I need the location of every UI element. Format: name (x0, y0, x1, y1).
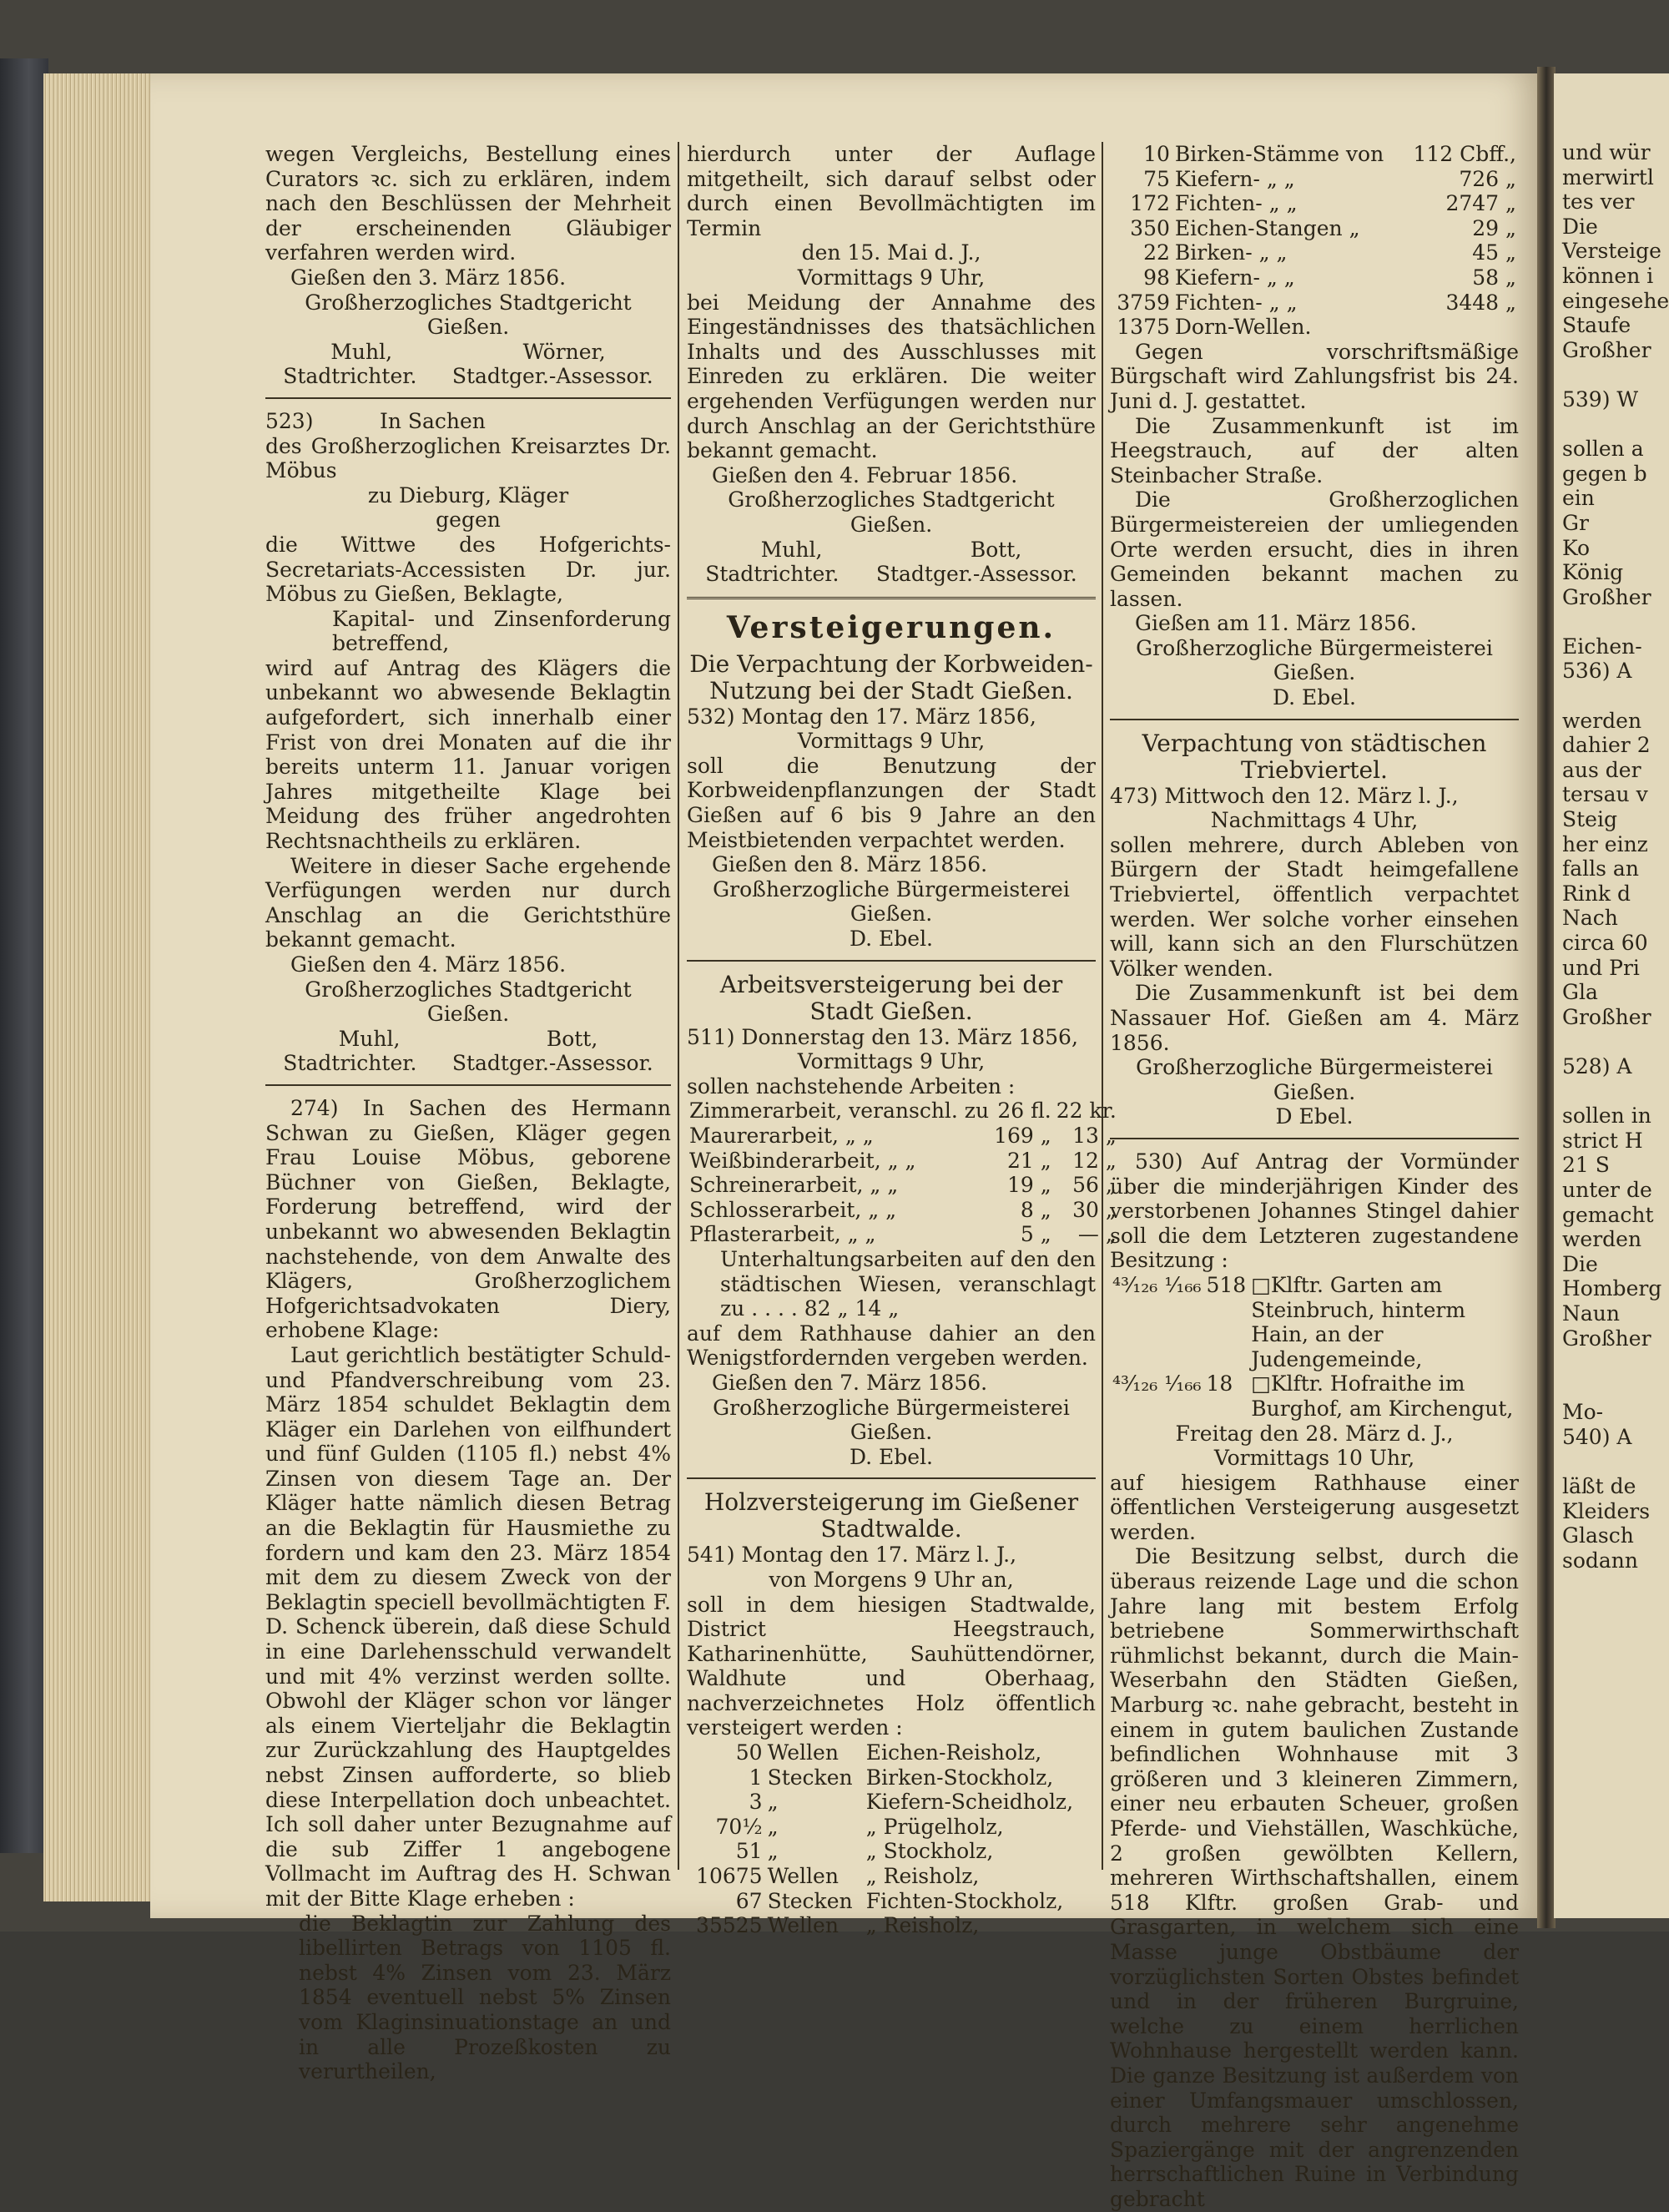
office-name: Großherzogliche Bürgermeisterei Gießen. (1136, 1055, 1493, 1104)
stem-type: Fichten- „ „ (1174, 290, 1298, 315)
notice-title: Holzversteigerung im Gießener Stadtwalde. (703, 1488, 1079, 1543)
wood-quantity: 67 (735, 1888, 763, 1913)
term-time: Vormittags 9 Uhr, (797, 1049, 986, 1074)
work-name: Schlosserarbeit, „ „ (689, 1197, 897, 1222)
lot-description: □Klftr. Garten am Steinbruch, hinterm Hain, an der Judengemeinde, (1251, 1272, 1466, 1371)
party-line: gegen (436, 508, 501, 533)
fragment-line: Homberg (1562, 1276, 1662, 1301)
party-line: die Wittwe des Hofgerichts-Secretariats-Accessisten Dr. jur. Möbus zu Gießen, Beklagte, (265, 532, 671, 607)
fragment-line: tes ver (1562, 189, 1635, 215)
notice-text: hierdurch unter der Auflage mitgetheilt, sich darauf selbst oder durch einen Bevollmächtigten im Termin (687, 142, 1096, 240)
subject-line: Kapital- und Zinsenforderung betreffend, (332, 606, 671, 656)
wood-type: Eichen-Reisholz, (865, 1740, 1042, 1765)
fragment-line: Glasch (1562, 1523, 1634, 1548)
table-row (1110, 167, 1519, 192)
notice-text: Laut gerichtlich bestätigter Schuld- und Pfandverschreibung vom 23. März 1854 schuldet Beklagtin dem Kläger ein Darlehen von eilfhundert und fünf Gulden (1105 fl.) nebst 4% Zinsen von diesem Tage an. Der Kläger hatte nämlich diesen Betrag an die Beklagtin für Hausmiethe zu fordern und kam den 23. März 1854 mit dem zu diesem Zweck von der Beklagtin speciell bevollmächtigten F. D. Schenck überein, daß diese Schuld in eine Darlehensschuld verwandelt und mit 4% verzinst werden sollte. Obwohl der Kläger schon vor länger als einem Vierteljahr die Beklagtin zur Zurückzahlung des Hauptgeldes nebst Zinsen aufforderte, so blieb diese Interpellation doch unbeachtet. Ich soll daher unter Bezugnahme auf die sub Ziffer 1 angebogene Vollmacht im Auftrag des H. Schwan mit der Bitte Klage erheben : (265, 1342, 671, 1911)
fragment-line: unter de (1562, 1177, 1652, 1202)
fragment-line: werden (1562, 708, 1642, 733)
notice-separator (265, 1084, 671, 1086)
table-row (687, 1864, 1096, 1889)
notice-heading: 541) Montag den 17. März l. J., (687, 1543, 1017, 1568)
term-time: Vormittags 10 Uhr, (1213, 1446, 1415, 1471)
wood-quantity: 51 (735, 1839, 763, 1864)
work-gulden: 26 fl. (997, 1098, 1051, 1124)
stem-volume: 112 Cbff., (1413, 142, 1516, 166)
table-row (687, 1098, 1119, 1124)
fragment-line: gemacht (1562, 1202, 1654, 1227)
stem-type: Birken-Stämme von (1174, 142, 1384, 166)
signature-roles (265, 364, 671, 389)
notice-separator (265, 397, 671, 399)
signature-block (687, 538, 1096, 563)
notice-text: sollen mehrere, durch Ableben von Bürgern der Stadt heimgefallene Triebviertel, öffentlich verpachtet werden. Wer solche vorher einsehen will, kann sich an den Flurschützen Völker wenden. (1110, 832, 1519, 981)
party-line: des Großherzoglichen Kreisarztes Dr. Möbus (265, 433, 671, 483)
notice-date: Gießen am 11. März 1856. (1135, 611, 1417, 636)
table-row (1110, 142, 1519, 167)
work-kreuzer: — „ (1077, 1222, 1117, 1247)
notice-text: soll die Benutzung der Korbweidenpflanzungen der Stadt Gießen auf 6 bis 9 Jahre an den Meistbietenden verpachtet werden. (687, 753, 1096, 852)
fragment-line (1562, 1351, 1669, 1376)
table-row (1110, 290, 1519, 316)
signature-name: D. Ebel. (849, 1444, 934, 1469)
signature-roles (265, 1051, 671, 1076)
table-row (687, 1889, 1096, 1914)
stem-volume (1403, 315, 1519, 340)
fragment-line: Naun (1562, 1300, 1620, 1326)
table-row (1110, 1371, 1519, 1421)
notice-text: auf dem Rathhause dahier an den Wenigstfordernden vergeben werden. (687, 1321, 1096, 1371)
notice-text: 274) In Sachen des Hermann Schwan zu Gießen, Kläger gegen Frau Louise Möbus, geborene Büchner von Gießen, Beklagte, Forderung betreffend, wird der unbekannt wo abwesenden Beklagtin nachstehende, von dem Anwalte des Klägers, Großherzoglichem Hofgerichtsadvokaten Diery, erhobene Klage: (265, 1095, 671, 1343)
fragment-line: und wür (1562, 140, 1651, 164)
notice-separator (1110, 719, 1519, 720)
table-row (687, 1913, 1096, 1938)
lots-table (1110, 1273, 1519, 1422)
fragment-line (1562, 1376, 1669, 1401)
court-name: Großherzogliches Stadtgericht Gießen. (305, 290, 632, 340)
stem-volume: 2747 „ (1445, 191, 1516, 216)
work-name: Schreinerarbeit, „ „ (689, 1173, 899, 1198)
notice-date: Gießen den 8. März 1856. (712, 852, 988, 877)
table-row (1110, 315, 1519, 340)
work-name: Weißbinderarbeit, „ „ (689, 1148, 916, 1173)
notice-date: Gießen den 3. März 1856. (290, 265, 567, 290)
fragment-line (1562, 684, 1669, 709)
term-date: Freitag den 28. März d. J., (1175, 1421, 1454, 1446)
work-gulden: 5 „ (1020, 1222, 1051, 1247)
notice-title: Verpachtung von städtischen Triebviertel. (1142, 729, 1487, 784)
wood-type: Fichten-Stockholz, (865, 1888, 1064, 1913)
notice-text: Die Besitzung selbst, durch die überaus reizende Lage und die schon Jahre lang mit bestem Erfolg betriebene Sommerwirthschaft rühmlichst bekannt, durch die Main-Weserbahn den Städten Gießen, Marburg ꝛc. nahe gebracht, besteht in einem in gutem baulichen Zustande befindlichen Wohnhause mit 3 größeren und 3 kleineren Zimmern, einer neu erbauten Scheuer, großen Pferde- und Viehställen, Waschküche, 2 großen gewölbten Kellern, mehreren Wirthschaftshallen, einem 518 Klftr. großen Grab- und Grasgarten, in welchem sich eine Masse junge Obstbäume der vorzüglichsten Sorten Obstes befindet und in der früheren Burgruine, welche zu einem herrlichen Wohnhause hergestellt werden kann. Die ganze Besitzung ist außerdem von einer Umfangsmauer umschlossen, durch mehrere sehr angenehme Spaziergänge mit der angrenzenden herrschaftlichen Ruine in Verbindung gebracht (1110, 1544, 1519, 2211)
column-3 (1110, 142, 1519, 2212)
fragment-line: falls an (1562, 856, 1639, 881)
stem-volume: 29 „ (1472, 215, 1516, 240)
table-row (1110, 265, 1519, 290)
wood-type: „ Prügelholz, (865, 1814, 1004, 1839)
stem-count: 3759 (1117, 290, 1170, 315)
work-kreuzer: 13 „ (1072, 1124, 1117, 1148)
signature-name: Muhl, (760, 537, 823, 562)
wood-type: Kiefern-Scheidholz, (865, 1790, 1074, 1815)
term-time: Vormittags 9 Uhr, (797, 729, 986, 754)
wood-unit: Wellen (767, 1913, 839, 1938)
stem-count: 350 (1130, 215, 1170, 240)
stem-count: 10 (1143, 142, 1170, 166)
fragment-line: ein (1562, 486, 1595, 511)
signature-role: Stadtrichter. (283, 364, 417, 389)
notice-heading: 532) Montag den 17. März 1856, (687, 704, 1036, 729)
fragment-line (1562, 412, 1669, 437)
signature-role: Stadtrichter. (283, 1051, 417, 1076)
fragment-line: Steig (1562, 807, 1617, 832)
fragment-line: Eichen- (1562, 634, 1642, 659)
fragment-line: und Pri (1562, 955, 1640, 980)
fragment-line (1562, 609, 1669, 634)
table-row (687, 1149, 1119, 1174)
stem-type: Birken- „ „ (1174, 240, 1288, 265)
court-name: Großherzogliches Stadtgericht Gießen. (305, 977, 632, 1027)
fragment-line: 536) A (1562, 659, 1632, 684)
wood-unit: Stecken (767, 1765, 853, 1790)
fragment-line: Rink d (1562, 881, 1631, 906)
stem-volume: 726 „ (1459, 166, 1516, 191)
fragment-line (1562, 362, 1669, 387)
wood-type: „ Reisholz, (865, 1913, 980, 1938)
wood-unit: Stecken (767, 1888, 853, 1913)
signature-name: D. Ebel. (849, 927, 934, 952)
stem-type: Kiefern- „ „ (1174, 166, 1295, 191)
work-gulden: 19 „ (1007, 1173, 1051, 1198)
signature-block (265, 340, 671, 365)
wood-type: „ Stockholz, (865, 1839, 994, 1864)
work-kreuzer: 56 „ (1072, 1173, 1117, 1198)
fragment-line: können i (1562, 263, 1654, 288)
signature-block (265, 1027, 671, 1052)
work-gulden: 21 „ (1007, 1148, 1051, 1173)
fragment-line: läßt de (1562, 1474, 1636, 1499)
notice-text: Die Zusammenkunft ist bei dem Nassauer Hof. Gießen am 4. März 1856. (1110, 981, 1519, 1055)
signature-role: Stadtger.-Assessor. (451, 1051, 653, 1076)
fragment-line: sollen in (1562, 1103, 1651, 1129)
notice-heading: 511) Donnerstag den 13. März 1856, (687, 1024, 1078, 1049)
notice-text: die Beklagtin zur Zahlung des libellirten Betrags von 1105 fl. nebst 4% Zinsen vom 23. März 1854 eventuell nebst 5% Zinsen vom Klaginsinuationstage an und in alle Prozeßkosten zu verurtheilen, (299, 1911, 671, 2084)
table-row (687, 1198, 1119, 1223)
wood-unit: „ (767, 1839, 779, 1864)
fragment-line (1562, 1029, 1669, 1054)
notice-heading: 473) Mittwoch den 12. März l. J., (1110, 783, 1459, 808)
stem-count: 172 (1130, 191, 1170, 216)
lot-number: 518 (1206, 1272, 1247, 1297)
signature-roles (687, 562, 1096, 587)
notice-date: Gießen den 7. März 1856. (712, 1370, 988, 1395)
stem-type: Eichen-Stangen „ (1174, 215, 1360, 240)
office-name: Großherzogliche Bürgermeisterei Gießen. (1136, 635, 1493, 685)
wood-quantity: 3 (749, 1790, 763, 1815)
notice-text: sollen nachstehende Arbeiten : (687, 1073, 1016, 1098)
signature-role: Stadtger.-Assessor. (451, 364, 653, 389)
fragment-line: Gr (1562, 510, 1589, 535)
signature-name: D Ebel. (1275, 1104, 1354, 1129)
stems-table (1110, 142, 1519, 340)
office-name: Großherzogliche Bürgermeisterei Gießen. (713, 1395, 1070, 1445)
works-table (687, 1098, 1119, 1247)
notice-text: Die Großherzoglichen Bürgermeistereien der umliegenden Orte werden ersucht, dies in ihren Gemeinden bekannt machen zu lassen. (1110, 487, 1519, 611)
table-row (687, 1124, 1119, 1149)
fragment-line: sollen a (1562, 437, 1644, 462)
notice-text: bei Meidung der Annahme des Eingeständnisses des thatsächlichen Inhalts und des Ausschlusses mit Einreden zu erklären. Die weiter ergehenden Verfügungen werden nur durch Anschlag an der Gerichtsthüre bekannt gemacht. (687, 290, 1096, 463)
book-cover (0, 58, 48, 1853)
column-divider (1102, 142, 1103, 1870)
fragment-line: merwirtl (1562, 164, 1654, 189)
fragment-line: 528) A (1562, 1053, 1632, 1078)
work-kreuzer: 22 kr. (1056, 1098, 1117, 1124)
fragment-line: strict H (1562, 1128, 1643, 1153)
fragment-line: 539) W (1562, 386, 1639, 412)
table-row (687, 1815, 1096, 1840)
stem-count: 22 (1143, 240, 1170, 265)
fragment-line: Großher (1562, 1004, 1651, 1029)
party-line: zu Dieburg, Kläger (367, 482, 569, 508)
fragment-line: tersau v (1562, 782, 1648, 807)
stem-volume: 45 „ (1472, 240, 1516, 265)
fragment-line: 540) A (1562, 1424, 1632, 1449)
stem-type: Kiefern- „ „ (1174, 265, 1295, 290)
fragment-line: Großher (1562, 337, 1651, 362)
signature-role: Stadtger.-Assessor. (875, 562, 1077, 587)
fragment-line (1562, 1079, 1669, 1104)
term-time: Nachmittags 4 Uhr, (1210, 808, 1419, 833)
lot-fraction: ⁴³⁄₁₂₆ ¹⁄₁₆₆ (1112, 1371, 1202, 1396)
term-time: Vormittags 9 Uhr, (797, 265, 986, 290)
term-date: den 15. Mai d. J., (801, 240, 981, 265)
fragment-line (1562, 1449, 1669, 1474)
notice-title: Arbeitsversteigerung bei der Stadt Gießen. (719, 970, 1063, 1025)
fragment-line: werden (1562, 1227, 1642, 1252)
table-row (687, 1173, 1119, 1198)
stem-count: 75 (1143, 166, 1170, 191)
notice-text: soll in dem hiesigen Stadtwalde, District Heegstrauch, Katharinenhütte, Sauhüttendörner, Waldhute und Oberhaag, nachverzeichnetes Holz öffentlich versteigert werden : (687, 1592, 1096, 1740)
wood-type: Birken-Stockholz, (865, 1765, 1054, 1790)
wood-type: „ Reisholz, (865, 1864, 980, 1889)
lot-number: 18 (1206, 1371, 1233, 1396)
work-name: Zimmerarbeit, veranschl. zu (689, 1098, 990, 1124)
signature-name: Bott, (546, 1026, 598, 1051)
table-row (687, 1765, 1096, 1790)
wood-quantity: 1 (749, 1765, 763, 1790)
stem-volume: 3448 „ (1445, 290, 1516, 315)
term-time: von Morgens 9 Uhr an, (769, 1567, 1014, 1592)
fragment-line: sodann (1562, 1548, 1638, 1573)
stem-count: 1375 (1117, 315, 1170, 340)
signature-name: Muhl, (330, 339, 393, 364)
court-name: Großherzogliches Stadtgericht Gießen. (728, 487, 1055, 537)
notice-text: 530) Auf Antrag der Vormünder über die minderjährigen Kinder des verstorbenen Johannes Stingel dahier soll die dem Letzteren zugestandene Besitzung : (1110, 1149, 1519, 1273)
wood-quantity: 50 (735, 1740, 763, 1765)
notice-text: Gegen vorschriftsmäßige Bürgschaft wird Zahlungsfrist bis 24. Juni d. J. gestattet. (1110, 339, 1519, 413)
section-separator (687, 597, 1096, 599)
fragment-line: 21 S (1562, 1153, 1610, 1178)
fragment-line: Staufe (1562, 313, 1631, 338)
page-edges (43, 73, 154, 1901)
fragment-line: Kleiders (1562, 1498, 1651, 1523)
column-2 (687, 142, 1117, 1938)
wood-unit: „ (767, 1814, 779, 1839)
notice-separator (687, 1477, 1096, 1479)
table-row (687, 1839, 1096, 1864)
wood-table (687, 1740, 1096, 1938)
fragment-line: Großher (1562, 584, 1651, 609)
signature-name: D. Ebel. (1272, 685, 1357, 710)
column-1 (265, 142, 671, 2084)
works-extra: Unterhaltungsarbeiten auf den den städtischen Wiesen, veranschlagt zu . . . . 82 „ 14 „ (720, 1246, 1096, 1321)
fragment-line: Mo- (1562, 1400, 1604, 1425)
fragment-line: Nach (1562, 906, 1618, 931)
signature-name: Wörner, (522, 339, 606, 364)
signature-name: Bott, (970, 537, 1022, 562)
column-4 (1562, 140, 1669, 1573)
table-row (1110, 191, 1519, 216)
table-row (687, 1790, 1096, 1815)
signature-name: Muhl, (338, 1026, 401, 1051)
notice-date: Gießen den 4. März 1856. (290, 952, 567, 977)
wood-unit: „ (767, 1790, 779, 1815)
stem-type: Fichten- „ „ (1174, 191, 1298, 216)
fragment-line: Großher (1562, 1326, 1651, 1351)
notice-text: Weitere in dieser Sache ergehende Verfügungen werden nur durch Anschlag an die Gerichtsthüre bekannt gemacht. (265, 853, 671, 952)
work-kreuzer: 12 „ (1072, 1148, 1117, 1173)
lot-fraction: ⁴³⁄₁₂₆ ¹⁄₁₆₆ (1112, 1272, 1202, 1297)
notice-text: wegen Vergleichs, Bestellung eines Curators ꝛc. sich zu erklären, indem nach den Beschlüssen der Mehrheit der erscheinenden Gläubiger verfahren werden wird. (265, 142, 671, 265)
notice-text: wird auf Antrag des Klägers die unbekannt wo abwesende Beklagtin aufgefordert, sich innerhalb einer Frist von drei Monaten auf die ihr bereits unterm 11. Januar vorigen Jahres mitgetheilte Klage bei Meidung des früher angedrohten Rechtsnachtheils zu erklären. (265, 655, 671, 854)
fragment-line: aus der (1562, 757, 1641, 782)
book-gutter (1537, 67, 1556, 1928)
lot-description: □Klftr. Hofraithe im Burghof, am Kirchengut, (1251, 1371, 1514, 1421)
notice-text: auf hiesigem Rathhause einer öffentlichen Versteigerung ausgesetzt werden. (1110, 1470, 1519, 1544)
work-name: Pflasterarbeit, „ „ (689, 1222, 876, 1247)
wood-unit: Wellen (767, 1740, 839, 1765)
fragment-line: her einz (1562, 831, 1648, 856)
work-gulden: 8 „ (1020, 1197, 1051, 1222)
fragment-line: Gla (1562, 980, 1598, 1005)
fragment-line: Versteige (1562, 239, 1661, 264)
notice-title: Die Verpachtung der Korbweiden-Nutzung bei der Stadt Gießen. (689, 649, 1093, 705)
work-name: Maurerarbeit, „ „ (689, 1124, 874, 1148)
work-kreuzer: 30 „ (1072, 1197, 1117, 1222)
fragment-line: circa 60 (1562, 931, 1648, 955)
wood-quantity: 35525 (696, 1913, 763, 1938)
table-row (687, 1740, 1096, 1765)
signature-role: Stadtrichter. (705, 562, 840, 587)
notice-text: Die Zusammenkunft ist im Heegstrauch, auf der alten Steinbacher Straße. (1110, 413, 1519, 487)
office-name: Großherzogliche Bürgermeisterei Gießen. (713, 876, 1070, 927)
column-divider (678, 142, 679, 1870)
table-row (1110, 240, 1519, 265)
fragment-line: Ko (1562, 535, 1591, 560)
fragment-line: dahier 2 (1562, 733, 1651, 758)
wood-quantity: 70½ (715, 1814, 763, 1839)
table-row (1110, 1273, 1519, 1371)
fragment-line: König (1562, 560, 1624, 585)
notice-separator (687, 960, 1096, 962)
stem-type: Dorn-Wellen. (1174, 315, 1312, 340)
stem-volume: 58 „ (1472, 265, 1516, 290)
wood-quantity: 10675 (696, 1864, 763, 1889)
notice-date: Gießen den 4. Februar 1856. (712, 462, 1018, 487)
notice-heading: 523) In Sachen (265, 408, 486, 433)
section-title: Versteigerungen. (726, 609, 1056, 645)
fragment-line: eingesehe (1562, 288, 1669, 313)
fragment-line: Die (1562, 214, 1598, 239)
right-page (1554, 73, 1669, 1918)
work-gulden: 169 „ (994, 1124, 1051, 1148)
table-row (1110, 216, 1519, 241)
notice-separator (1110, 1138, 1519, 1139)
fragment-line: gegen b (1562, 461, 1647, 486)
fragment-line: Die (1562, 1251, 1598, 1276)
stem-count: 98 (1143, 265, 1170, 290)
wood-unit: Wellen (767, 1864, 839, 1889)
table-row (687, 1222, 1119, 1247)
